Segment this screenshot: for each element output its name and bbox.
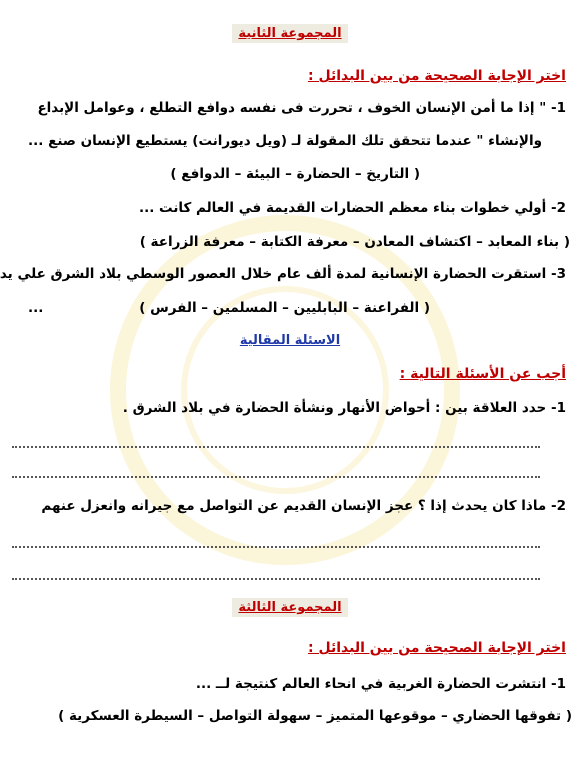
seal-inner-ring bbox=[181, 286, 389, 494]
group3-mcq-instruction: اختر الإجابة الصحيحة من بين البدائل : bbox=[308, 640, 566, 656]
essay-instruction: أجب عن الأسئلة التالية : bbox=[399, 366, 566, 382]
group2-q1-line1: 1- " إذا ما أمن الإنسان الخوف ، تحررت فى نفسه دوافع التطلع ، وعوامل الإبداع bbox=[37, 100, 566, 116]
group2-q2-choices: ( بناء المعابد – اكتشاف المعادن – معرفة الكتابة – معرفة الزراعة ) bbox=[139, 234, 570, 250]
group3-q1-choices: ( تفوقها الحضاري – موقوعها المتميز – سهولة التواصل – السيطرة العسكرية ) bbox=[58, 708, 572, 724]
group3-title: المجموعة الثالثة bbox=[0, 600, 580, 615]
group2-mcq-instruction: اختر الإجابة الصحيحة من بين البدائل : bbox=[308, 68, 566, 84]
group2-q1-line2: والإنشاء " عندما تتحقق تلك المقولة لـ (ويل ديورانت) يستطيع الإنسان صنع ... bbox=[28, 133, 542, 149]
essay-q1-answer-line-2[interactable] bbox=[12, 476, 540, 478]
group2-q1-choices: ( التاريخ – الحضارة – البيئة – الدوافع ) bbox=[170, 166, 420, 182]
essay-q1-line: 1- حدد العلاقة بين : أحواض الأنهار ونشأة الحضارة في بلاد الشرق . bbox=[122, 400, 566, 416]
essay-q2-line: 2- ماذا كان يحدث إذا ؟ عجز الإنسان القديم عن التواصل مع جيرانه وانعزل عنهم bbox=[41, 498, 566, 514]
group3-q1-line: 1- انتشرت الحضارة الغربية في انحاء العالم كنتيجة لــ ... bbox=[195, 676, 566, 692]
group2-q3-choices: ( الفراعنة – البابليين – المسلمين – الفرس ) bbox=[139, 300, 430, 316]
essay-q1-answer-line-1[interactable] bbox=[12, 446, 540, 448]
group2-q3-dots: ... bbox=[28, 300, 44, 316]
group2-q3-line: 3- استقرت الحضارة الإنسانية لمدة ألف عام خلال العصور الوسطي بلاد الشرق علي يد bbox=[0, 266, 566, 282]
essay-q2-answer-line-1[interactable] bbox=[12, 546, 540, 548]
group2-q2-line: 2- أولي خطوات بناء معظم الحضارات القديمة في العالم كانت ... bbox=[138, 200, 566, 216]
group2-title: المجموعة الثانية bbox=[0, 26, 580, 41]
essay-section-title: الاسئلة المقالية bbox=[239, 333, 341, 348]
essay-q2-answer-line-2[interactable] bbox=[12, 578, 540, 580]
